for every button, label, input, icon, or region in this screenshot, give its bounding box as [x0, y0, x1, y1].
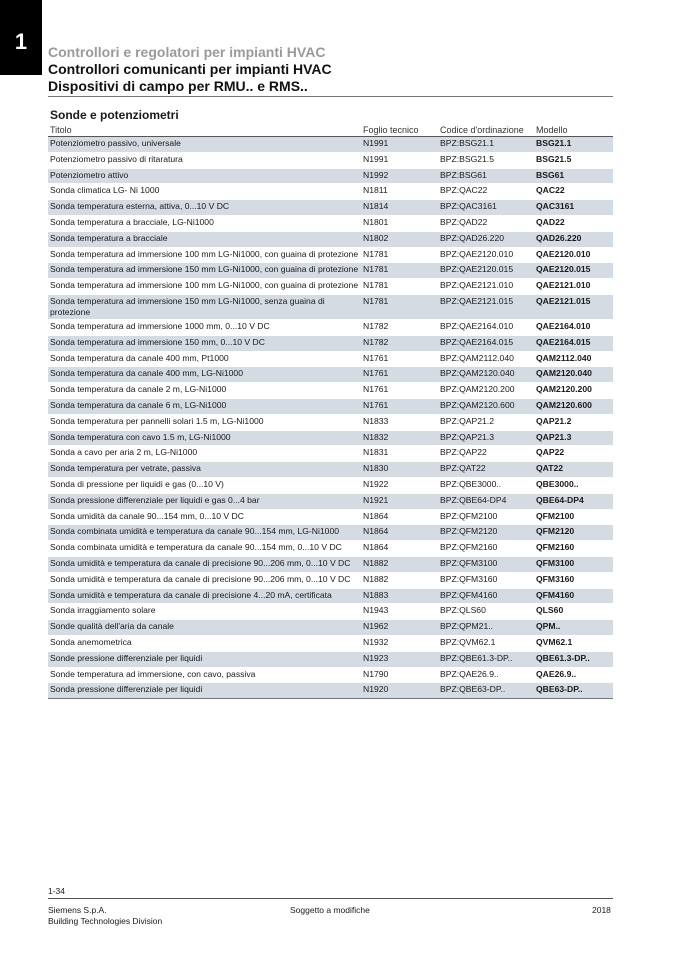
- row-code: BPZ:QVM62.1: [438, 635, 534, 651]
- row-model: BSG21.1: [534, 137, 613, 153]
- row-code: BPZ:QAC22: [438, 184, 534, 200]
- row-model: QBE3000..: [534, 477, 613, 493]
- row-title: Sonda umidità e temperatura da canale di precisione 4...20 mA, certificata: [48, 588, 361, 604]
- row-title: Sonda temperatura ad immersione 150 mm LG-Ni1000, senza guaina di protezione: [48, 294, 361, 319]
- table-row: [48, 383, 613, 399]
- footer-year: 2018: [592, 905, 611, 915]
- row-title: Sonde qualità dell'aria da canale: [48, 620, 361, 636]
- row-code: BPZ:QFM2120: [438, 525, 534, 541]
- row-code: BPZ:QAM2120.600: [438, 398, 534, 414]
- row-model: QBE64-DP4: [534, 493, 613, 509]
- row-model: QAD26.220: [534, 231, 613, 247]
- row-model: QAP21.3: [534, 430, 613, 446]
- row-sheet: N1921: [361, 493, 438, 509]
- table-row: [48, 446, 613, 462]
- table-row: [48, 279, 613, 295]
- row-code: BPZ:QBE63-DP..: [438, 683, 534, 699]
- row-model: QAM2120.200: [534, 383, 613, 399]
- row-sheet: N1761: [361, 351, 438, 367]
- row-model: QAE2121.015: [534, 294, 613, 319]
- footer-divider: [48, 898, 613, 899]
- row-sheet: N1781: [361, 294, 438, 319]
- row-title: Sonda temperatura per vetrate, passiva: [48, 462, 361, 478]
- row-title: Sonda umidità e temperatura da canale di precisione 90...206 mm, 0...10 V DC: [48, 572, 361, 588]
- header-divider: [48, 96, 613, 97]
- footer-division: Building Technologies Division: [48, 916, 163, 926]
- table-body: [48, 137, 613, 699]
- row-model: QAE2121.010: [534, 279, 613, 295]
- row-model: QAM2120.040: [534, 367, 613, 383]
- row-sheet: N1991: [361, 152, 438, 168]
- row-code: BPZ:QLS60: [438, 604, 534, 620]
- row-model: QPM..: [534, 620, 613, 636]
- row-code: BPZ:QAP21.2: [438, 414, 534, 430]
- column-header-title: Titolo: [48, 123, 361, 137]
- row-sheet: N1811: [361, 184, 438, 200]
- row-model: QAD22: [534, 215, 613, 231]
- row-title: Sonda temperatura a bracciale: [48, 231, 361, 247]
- row-title: Sonda combinata umidità e temperatura da canale 90...154 mm, LG-Ni1000: [48, 525, 361, 541]
- row-title: Sonda pressione differenziale per liquidi: [48, 683, 361, 699]
- row-model: QAE2164.010: [534, 319, 613, 335]
- row-model: QAE26.9..: [534, 667, 613, 683]
- row-model: QAM2112.040: [534, 351, 613, 367]
- page-number: 1-34: [48, 886, 66, 896]
- table-row: [48, 168, 613, 184]
- row-title: Potenziometro attivo: [48, 168, 361, 184]
- row-sheet: N1761: [361, 398, 438, 414]
- row-title: Sonda temperatura per pannelli solari 1.5 m, LG-Ni1000: [48, 414, 361, 430]
- footer-company-block: [48, 905, 162, 927]
- row-model: QFM2120: [534, 525, 613, 541]
- row-title: Sonda climatica LG- Ni 1000: [48, 184, 361, 200]
- column-header-model: Modello: [534, 123, 613, 137]
- row-model: QFM4160: [534, 588, 613, 604]
- row-sheet: N1782: [361, 335, 438, 351]
- row-sheet: N1922: [361, 477, 438, 493]
- table-row: [48, 477, 613, 493]
- row-sheet: N1833: [361, 414, 438, 430]
- row-title: Sonda irraggiamento solare: [48, 604, 361, 620]
- table-row: [48, 493, 613, 509]
- row-code: BPZ:QAP22: [438, 446, 534, 462]
- table-row: [48, 556, 613, 572]
- row-code: BPZ:QBE64-DP4: [438, 493, 534, 509]
- row-title: Sonda temperatura ad immersione 150 mm, 0...10 V DC: [48, 335, 361, 351]
- row-code: BPZ:QAE2120.015: [438, 263, 534, 279]
- header-line-2: Controllori comunicanti per impianti HVAC: [48, 61, 332, 77]
- row-code: BPZ:QAM2112.040: [438, 351, 534, 367]
- table-row: [48, 651, 613, 667]
- row-sheet: N1864: [361, 525, 438, 541]
- row-code: BPZ:QAT22: [438, 462, 534, 478]
- row-code: BPZ:QFM3100: [438, 556, 534, 572]
- row-sheet: N1943: [361, 604, 438, 620]
- row-title: Sonda a cavo per aria 2 m, LG-Ni1000: [48, 446, 361, 462]
- row-sheet: N1831: [361, 446, 438, 462]
- table-row: [48, 152, 613, 168]
- table-row: [48, 263, 613, 279]
- row-code: BPZ:QFM4160: [438, 588, 534, 604]
- table-row: [48, 430, 613, 446]
- table-row: [48, 319, 613, 335]
- row-model: QBE63-DP..: [534, 683, 613, 699]
- table-row: [48, 572, 613, 588]
- table-row: [48, 294, 613, 319]
- row-sheet: N1761: [361, 367, 438, 383]
- header-line-3: Dispositivi di campo per RMU.. e RMS..: [48, 78, 308, 94]
- chapter-tab: [0, 0, 42, 75]
- table-row: [48, 200, 613, 216]
- row-model: QFM2160: [534, 541, 613, 557]
- row-sheet: N1830: [361, 462, 438, 478]
- row-sheet: N1781: [361, 279, 438, 295]
- row-sheet: N1781: [361, 247, 438, 263]
- column-header-code: Codice d'ordinazione: [438, 123, 534, 137]
- row-code: BPZ:BSG21.5: [438, 152, 534, 168]
- row-sheet: N1882: [361, 556, 438, 572]
- row-sheet: N1962: [361, 620, 438, 636]
- row-model: QLS60: [534, 604, 613, 620]
- row-code: BPZ:QAE2164.015: [438, 335, 534, 351]
- row-title: Sonda temperatura ad immersione 100 mm LG-Ni1000, con guaina di protezione: [48, 247, 361, 263]
- row-sheet: N1790: [361, 667, 438, 683]
- row-code: BPZ:QAE2120.010: [438, 247, 534, 263]
- table-row: [48, 462, 613, 478]
- row-title: Sonda temperatura da canale 400 mm, LG-Ni1000: [48, 367, 361, 383]
- row-title: Sonda temperatura da canale 6 m, LG-Ni1000: [48, 398, 361, 414]
- column-header-sheet: Foglio tecnico: [361, 123, 438, 137]
- product-table: [48, 123, 613, 699]
- table-row: [48, 604, 613, 620]
- row-sheet: N1991: [361, 137, 438, 153]
- row-sheet: N1781: [361, 263, 438, 279]
- row-title: Sonde temperatura ad immersione, con cavo, passiva: [48, 667, 361, 683]
- row-title: Sonda temperatura ad immersione 150 mm LG-Ni1000, con guaina di protezione: [48, 263, 361, 279]
- footer-company: Siemens S.p.A.: [48, 905, 107, 915]
- header-line-1: Controllori e regolatori per impianti HVAC: [48, 44, 326, 60]
- page-header: [48, 44, 332, 95]
- row-title: Potenziometro passivo, universale: [48, 137, 361, 153]
- chapter-number: 1: [14, 29, 28, 54]
- row-title: Sonda temperatura da canale 400 mm, Pt1000: [48, 351, 361, 367]
- row-code: BPZ:QAD22: [438, 215, 534, 231]
- row-title: Sonda pressione differenziale per liquidi e gas 0...4 bar: [48, 493, 361, 509]
- row-code: BPZ:QFM3160: [438, 572, 534, 588]
- row-sheet: N1814: [361, 200, 438, 216]
- row-code: BPZ:QAP21.3: [438, 430, 534, 446]
- row-sheet: N1920: [361, 683, 438, 699]
- row-model: QAE2120.015: [534, 263, 613, 279]
- footer-note: Soggetto a modifiche: [290, 905, 370, 915]
- row-model: QFM3160: [534, 572, 613, 588]
- table-row: [48, 137, 613, 153]
- row-title: Sonda combinata umidità e temperatura da canale 90...154 mm, 0...10 V DC: [48, 541, 361, 557]
- row-code: BPZ:QFM2160: [438, 541, 534, 557]
- row-model: QAM2120.600: [534, 398, 613, 414]
- table-row: [48, 184, 613, 200]
- table-row: [48, 231, 613, 247]
- row-code: BPZ:QAE2164.010: [438, 319, 534, 335]
- row-code: BPZ:QPM21..: [438, 620, 534, 636]
- row-code: BPZ:BSG61: [438, 168, 534, 184]
- row-sheet: N1761: [361, 383, 438, 399]
- section-title: Sonde e potenziometri: [50, 108, 179, 122]
- table-row: [48, 335, 613, 351]
- table-row: [48, 351, 613, 367]
- row-code: BPZ:QBE3000..: [438, 477, 534, 493]
- table-row: [48, 509, 613, 525]
- table-row: [48, 525, 613, 541]
- row-sheet: N1864: [361, 541, 438, 557]
- row-model: BSG61: [534, 168, 613, 184]
- row-code: BPZ:QAD26.220: [438, 231, 534, 247]
- table-row: [48, 620, 613, 636]
- row-code: BPZ:QAE2121.010: [438, 279, 534, 295]
- row-title: Potenziometro passivo di ritaratura: [48, 152, 361, 168]
- row-code: BPZ:QBE61.3-DP..: [438, 651, 534, 667]
- table-row: [48, 667, 613, 683]
- row-title: Sonda temperatura da canale 2 m, LG-Ni1000: [48, 383, 361, 399]
- row-code: BPZ:BSG21.1: [438, 137, 534, 153]
- table-row: [48, 414, 613, 430]
- row-title: Sonda anemometrica: [48, 635, 361, 651]
- table-row: [48, 247, 613, 263]
- row-title: Sonda temperatura ad immersione 1000 mm, 0...10 V DC: [48, 319, 361, 335]
- row-title: Sonda temperatura esterna, attiva, 0...10 V DC: [48, 200, 361, 216]
- row-code: BPZ:QAE26.9..: [438, 667, 534, 683]
- table-row: [48, 683, 613, 699]
- table-row: [48, 398, 613, 414]
- row-sheet: N1801: [361, 215, 438, 231]
- row-model: QAT22: [534, 462, 613, 478]
- row-title: Sonda temperatura ad immersione 100 mm LG-Ni1000, con guaina di protezione: [48, 279, 361, 295]
- row-model: BSG21.5: [534, 152, 613, 168]
- row-title: Sonda temperatura con cavo 1.5 m, LG-Ni1000: [48, 430, 361, 446]
- row-title: Sonda umidità da canale 90...154 mm, 0...10 V DC: [48, 509, 361, 525]
- row-code: BPZ:QAM2120.200: [438, 383, 534, 399]
- row-model: QAP22: [534, 446, 613, 462]
- table-row: [48, 215, 613, 231]
- table-header-row: [48, 123, 613, 137]
- row-model: QAE2164.015: [534, 335, 613, 351]
- row-sheet: N1923: [361, 651, 438, 667]
- row-sheet: N1832: [361, 430, 438, 446]
- row-sheet: N1782: [361, 319, 438, 335]
- row-code: BPZ:QFM2100: [438, 509, 534, 525]
- row-code: BPZ:QAE2121.015: [438, 294, 534, 319]
- row-sheet: N1802: [361, 231, 438, 247]
- row-code: BPZ:QAC3161: [438, 200, 534, 216]
- row-title: Sonda umidità e temperatura da canale di precisione 90...206 mm, 0...10 V DC: [48, 556, 361, 572]
- row-sheet: N1882: [361, 572, 438, 588]
- row-model: QAP21.2: [534, 414, 613, 430]
- row-title: Sonda di pressione per liquidi e gas (0...10 V): [48, 477, 361, 493]
- row-title: Sonda temperatura a bracciale, LG-Ni1000: [48, 215, 361, 231]
- row-model: QAC3161: [534, 200, 613, 216]
- row-model: QFM2100: [534, 509, 613, 525]
- row-model: QBE61.3-DP..: [534, 651, 613, 667]
- row-title: Sonde pressione differenziale per liquidi: [48, 651, 361, 667]
- row-sheet: N1932: [361, 635, 438, 651]
- row-model: QVM62.1: [534, 635, 613, 651]
- table-row: [48, 367, 613, 383]
- table-row: [48, 541, 613, 557]
- table-row: [48, 635, 613, 651]
- row-code: BPZ:QAM2120.040: [438, 367, 534, 383]
- row-sheet: N1864: [361, 509, 438, 525]
- row-model: QFM3100: [534, 556, 613, 572]
- row-sheet: N1883: [361, 588, 438, 604]
- table-row: [48, 588, 613, 604]
- row-sheet: N1992: [361, 168, 438, 184]
- row-model: QAC22: [534, 184, 613, 200]
- row-model: QAE2120.010: [534, 247, 613, 263]
